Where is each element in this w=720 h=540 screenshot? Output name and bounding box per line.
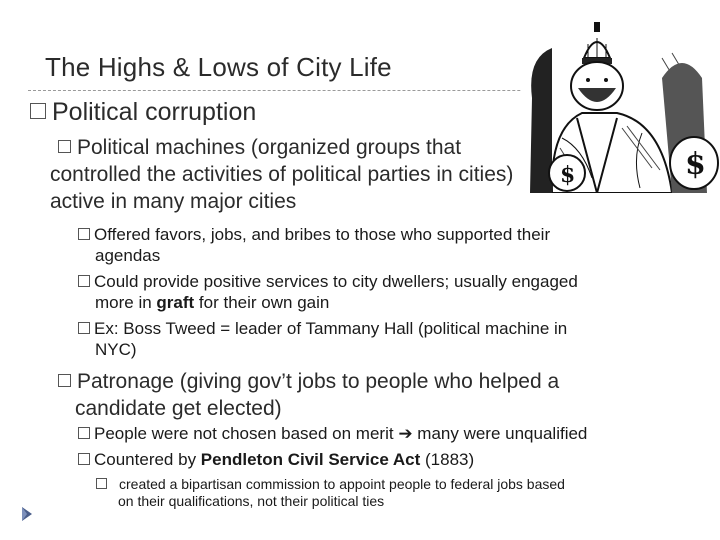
patronage-point (58, 368, 559, 422)
machines-definition: (organized groups that (245, 136, 462, 159)
point-text-cont: agendas (95, 246, 161, 265)
square-bullet-icon (78, 322, 90, 334)
money-bag-dollar-sign: $ (685, 147, 706, 182)
point-text-end: for their own gain (194, 293, 330, 312)
money-bag-dollar-sign-2: $ (560, 162, 576, 188)
square-bullet-icon (96, 478, 107, 489)
square-bullet-icon (58, 140, 71, 153)
machines-term: Political machines (77, 136, 246, 159)
square-bullet-icon (30, 103, 46, 119)
heading-text: Political corruption (52, 98, 257, 126)
point-text-end: (1883) (420, 450, 475, 469)
patronage-term: Patronage (77, 370, 174, 393)
heading-political-corruption (30, 98, 256, 127)
act-detail-point (96, 476, 565, 510)
slide-nav-arrow-icon[interactable] (20, 506, 34, 522)
act-detail-text-cont: on their qualifications, not their political ties (118, 493, 385, 509)
machine-point-2 (78, 271, 578, 313)
point-text: Countered by (94, 450, 201, 469)
graft-term: graft (156, 293, 195, 312)
patronage-line-2: candidate get elected) (75, 397, 282, 420)
point-text: Could provide positive services to city dwellers; usually engaged (94, 272, 578, 291)
boss-tweed-cartoon-image (522, 18, 720, 193)
square-bullet-icon (78, 228, 90, 240)
square-bullet-icon (58, 374, 71, 387)
point-text-cont: more in (95, 293, 157, 312)
patronage-point-2 (78, 449, 474, 470)
square-bullet-icon (78, 275, 90, 287)
point-text-cont: NYC) (95, 340, 137, 359)
slide-title: The Highs & Lows of City Life (45, 52, 392, 82)
point-text: Ex: Boss Tweed = leader of Tammany Hall (political machine in (94, 319, 568, 338)
machine-point-3 (78, 318, 567, 360)
pendleton-act-term: Pendleton Civil Service Act (200, 450, 421, 469)
point-text: People were not chosen based on merit (94, 424, 399, 443)
square-bullet-icon (78, 453, 90, 465)
square-bullet-icon (78, 427, 90, 439)
patronage-definition: (giving gov’t jobs to people who helped a (173, 370, 560, 393)
point-text-end: many were unqualified (412, 424, 588, 443)
machines-point (50, 134, 513, 215)
machine-point-1 (78, 224, 550, 266)
point-text: Offered favors, jobs, and bribes to those who supported their (94, 225, 551, 244)
patronage-point-1 (78, 423, 587, 444)
act-detail-text: created a bipartisan commission to appoint people to federal jobs based (119, 476, 565, 492)
machines-line-3: active in many major cities (50, 190, 297, 213)
machines-line-2: controlled the activities of political parties in cities) (50, 163, 514, 186)
right-arrow-icon: ➔ (398, 424, 413, 443)
